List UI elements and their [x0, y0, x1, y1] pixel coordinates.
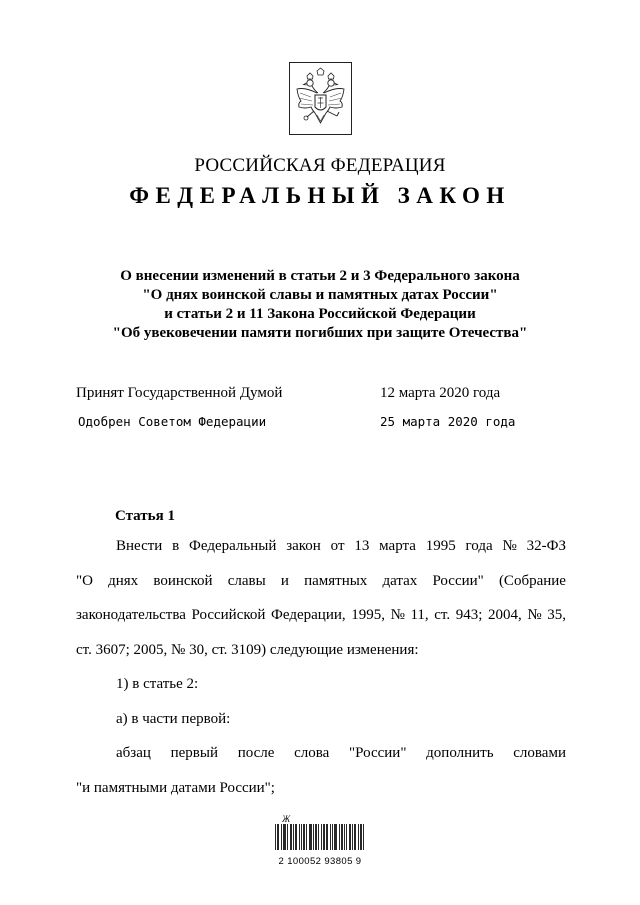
law-title-line: О внесении изменений в статьи 2 и 3 Федерального закона [120, 268, 520, 284]
coat-of-arms-emblem [289, 62, 352, 135]
article-word: Внести [116, 538, 163, 554]
duma-date: 12 марта 2020 года [380, 385, 501, 401]
barcode-bar [303, 824, 304, 850]
article-word: законодательства [76, 607, 186, 623]
article-word: днях [108, 572, 139, 589]
barcode-bar [339, 824, 340, 850]
barcode-mark: Ж [282, 814, 291, 824]
barcode-bar [296, 824, 297, 850]
article-word: 943; [455, 607, 483, 623]
article-line [76, 529, 566, 564]
article-word: слова [294, 745, 330, 761]
article-line: "и памятными датами России"; [76, 779, 275, 796]
barcode-bar [335, 824, 336, 850]
barcode-bar [301, 824, 302, 850]
barcode-bar [324, 824, 325, 850]
article-line [76, 598, 566, 633]
barcode-bar [363, 824, 364, 850]
barcode-bar [327, 824, 328, 850]
barcode-bar [281, 824, 282, 850]
duma-adoption-row [76, 385, 556, 414]
article-line-text [76, 564, 566, 599]
barcode-bar [316, 824, 317, 850]
adoption-block [76, 385, 556, 446]
barcode-bar [332, 824, 333, 850]
law-title [0, 267, 640, 343]
barcode-bar [350, 824, 351, 850]
barcode-bar [293, 824, 294, 850]
article-word: Федерации, [271, 607, 346, 623]
barcode-bar [354, 824, 355, 850]
article-heading: Статья 1 [115, 508, 175, 524]
article-line [76, 564, 566, 599]
barcode-bar [299, 824, 300, 850]
barcode-bar [277, 824, 278, 850]
law-title-line: "Об увековечении памяти погибших при защите Отечества" [112, 325, 528, 341]
article-word: 2004, [487, 607, 522, 623]
article-word: "России" [348, 745, 407, 761]
barcode-bar [287, 824, 288, 850]
article-word: ст. [434, 607, 451, 623]
article-line-text [76, 598, 566, 633]
barcode-bar [346, 824, 347, 850]
article-word: № [527, 607, 542, 623]
article-word: России" [432, 572, 484, 589]
article-word: Федеральный [189, 538, 277, 554]
barcode-bar [355, 824, 356, 850]
barcode-bar [309, 824, 310, 850]
barcode-bar [285, 824, 286, 850]
article-word: 32-ФЗ [526, 538, 566, 554]
double-headed-eagle-icon [293, 67, 348, 131]
barcode-bar [330, 824, 331, 850]
article-line-text [116, 529, 566, 564]
country-name: РОССИЙСКАЯ ФЕДЕРАЦИЯ [194, 155, 446, 176]
article-word: дополнить [426, 745, 494, 761]
article-word: славы [227, 572, 266, 589]
duma-label: Принят Государственной Думой [76, 385, 283, 401]
barcode-bar [360, 824, 361, 850]
article-word: "О [76, 572, 93, 589]
article-word: абзац [116, 745, 151, 761]
article-word: № [502, 538, 517, 554]
article-line: а) в части первой: [116, 710, 231, 727]
barcode-bar [315, 824, 316, 850]
barcode-bar [304, 824, 305, 850]
article-word: 35, [547, 607, 566, 623]
barcode-bar [358, 824, 359, 850]
article-word: первый [170, 745, 218, 761]
barcode-number: 2 100052 93805 9 [278, 856, 362, 867]
council-label: Одобрен Советом Федерации [78, 414, 267, 429]
article-word: датах [382, 572, 418, 589]
barcode-icon [275, 824, 365, 850]
barcode-bar [336, 824, 337, 850]
article-word: марта [379, 538, 416, 554]
barcode-bar [291, 824, 292, 850]
council-date: 25 марта 2020 года [380, 414, 516, 429]
barcode-bar [283, 824, 284, 850]
article-word: 1995 [425, 538, 456, 554]
barcode-bar [361, 824, 362, 850]
article-word: № [390, 607, 405, 623]
article-word: от [330, 538, 345, 554]
barcode-bar [295, 824, 296, 850]
barcode-bar [334, 824, 335, 850]
article-word: и [280, 572, 289, 589]
barcode-bar [326, 824, 327, 850]
article-word: (Собрание [498, 572, 566, 589]
article-word: 13 [354, 538, 370, 554]
article-body [76, 529, 566, 805]
article-line: ст. 3607; 2005, № 30, ст. 3109) следующие изменения: [76, 641, 419, 658]
barcode-bar [321, 824, 322, 850]
council-approval-row [76, 414, 556, 446]
barcode-bar [311, 824, 312, 850]
article-word: 11, [410, 607, 429, 623]
article-word: в [172, 538, 180, 554]
article-word: года [465, 538, 493, 554]
barcode-bar [344, 824, 345, 850]
article-word: закон [286, 538, 321, 554]
barcode-bar [284, 824, 285, 850]
article-word: после [237, 745, 275, 761]
article-word: 1995, [351, 607, 385, 623]
barcode-bar [310, 824, 311, 850]
barcode-bar [278, 824, 279, 850]
document-type: ФЕДЕРАЛЬНЫЙ ЗАКОН [129, 183, 511, 208]
barcode-bar [306, 824, 307, 850]
barcode-bar [352, 824, 353, 850]
law-title-line: "О днях воинской славы и памятных датах России" [142, 287, 498, 303]
document-barcode [268, 814, 372, 867]
article-line-text [116, 736, 566, 771]
article-word: памятных [304, 572, 368, 589]
barcode-bar [341, 824, 342, 850]
barcode-bar [313, 824, 314, 850]
barcode-bar [275, 824, 276, 850]
article-line [76, 736, 566, 771]
barcode-bar [342, 824, 343, 850]
law-title-line: и статьи 2 и 11 Закона Российской Федерации [164, 306, 476, 322]
article-word: Российской [191, 607, 266, 623]
barcode-bar [323, 824, 324, 850]
barcode-bar [318, 824, 319, 850]
barcode-bar [290, 824, 291, 850]
barcode-bar [349, 824, 350, 850]
article-word: словами [513, 745, 566, 761]
article-word: воинской [153, 572, 213, 589]
article-line: 1) в статье 2: [116, 676, 199, 692]
